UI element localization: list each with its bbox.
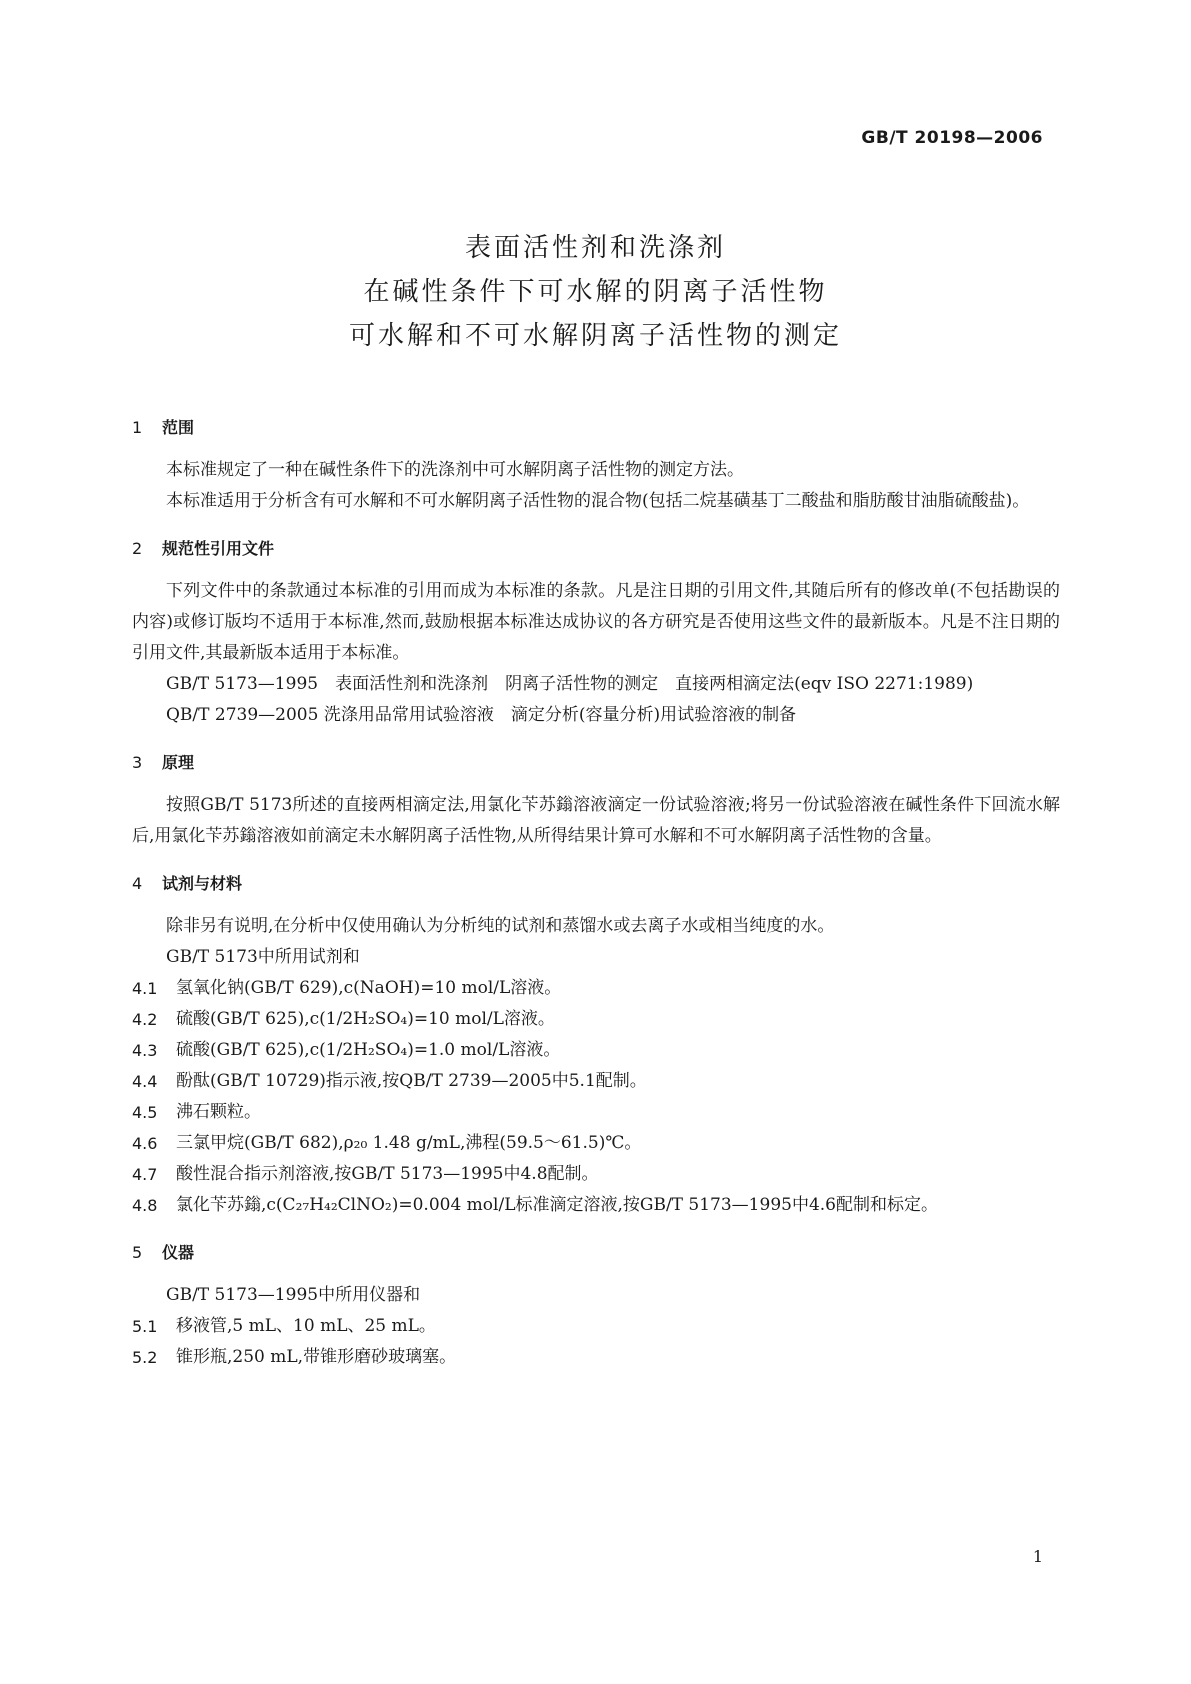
section-number: 4	[132, 874, 143, 893]
section-title: 原理	[162, 753, 195, 772]
section-title: 仪器	[162, 1243, 195, 1262]
section-number: 2	[132, 539, 143, 558]
list-item	[132, 1342, 1060, 1373]
section-heading-references	[132, 533, 1060, 564]
item-text: 沸石颗粒。	[176, 1102, 261, 1122]
paragraph: 按照GB/T 5173所述的直接两相滴定法,用氯化苄苏鎓溶液滴定一份试验溶液;将另一份试验溶液在碱性条件下回流水解后,用氯化苄苏鎓溶液如前滴定未水解阴离子活性物,从所得结果计算可水解和不可水解阴离子活性物的含量。	[132, 795, 1060, 846]
section-heading-principle	[132, 747, 1060, 778]
list-item	[132, 973, 1060, 1004]
list-item	[132, 1004, 1060, 1035]
item-number: 4.1	[132, 979, 158, 998]
list-item	[132, 1035, 1060, 1066]
paragraph: 本标准规定了一种在碱性条件下的洗涤剂中可水解阴离子活性物的测定方法。	[166, 460, 744, 480]
item-number: 4.6	[132, 1134, 158, 1153]
page-number: 1	[1032, 1547, 1043, 1566]
title-line-3: 可水解和不可水解阴离子活性物的测定	[348, 321, 842, 351]
standard-code: GB/T 20198—2006	[861, 128, 1043, 148]
section-heading-scope	[132, 412, 1060, 443]
item-number: 5.2	[132, 1348, 158, 1367]
list-item	[132, 1190, 1060, 1221]
document-body	[132, 412, 1060, 1373]
list-item	[132, 1066, 1060, 1097]
item-text: 锥形瓶,250 mL,带锥形磨砂玻璃塞。	[176, 1347, 457, 1367]
section-number: 3	[132, 753, 143, 772]
item-text: 硫酸(GB/T 625),c(1/2H₂SO₄)=1.0 mol/L溶液。	[176, 1040, 561, 1060]
paragraph: GB/T 5173—1995中所用仪器和	[166, 1285, 421, 1305]
section-title: 试剂与材料	[162, 874, 243, 893]
item-text: 移液管,5 mL、10 mL、25 mL。	[176, 1316, 436, 1336]
item-text: 硫酸(GB/T 625),c(1/2H₂SO₄)=10 mol/L溶液。	[176, 1009, 555, 1029]
list-item	[132, 1311, 1060, 1342]
item-number: 5.1	[132, 1317, 158, 1336]
section-heading-apparatus	[132, 1237, 1060, 1268]
list-item	[132, 1097, 1060, 1128]
item-text: 三氯甲烷(GB/T 682),ρ₂₀ 1.48 g/mL,沸程(59.5～61.5)℃。	[176, 1133, 642, 1153]
item-number: 4.3	[132, 1041, 158, 1060]
title-line-2: 在碱性条件下可水解的阴离子活性物	[363, 277, 828, 307]
document-title	[0, 226, 1191, 358]
reference-entry: QB/T 2739—2005 洗涤用品常用试验溶液 滴定分析(容量分析)用试验溶液的制备	[166, 705, 797, 725]
item-number: 4.2	[132, 1010, 158, 1029]
section-heading-reagents	[132, 868, 1060, 899]
item-number: 4.5	[132, 1103, 158, 1122]
paragraph: 本标准适用于分析含有可水解和不可水解阴离子活性物的混合物(包括二烷基磺基丁二酸盐和脂肪酸甘油脂硫酸盐)。	[166, 491, 1030, 511]
paragraph: GB/T 5173中所用试剂和	[166, 947, 360, 967]
section-number: 1	[132, 418, 143, 437]
item-text: 氢氧化钠(GB/T 629),c(NaOH)=10 mol/L溶液。	[176, 978, 562, 998]
paragraph: 下列文件中的条款通过本标准的引用而成为本标准的条款。凡是注日期的引用文件,其随后所有的修改单(不包括勘误的内容)或修订版均不适用于本标准,然而,鼓励根据本标准达成协议的各方研究是否使用这些文件的最新版本。凡是不注日期的引用文件,其最新版本适用于本标准。	[132, 581, 1060, 663]
section-number: 5	[132, 1243, 143, 1262]
list-item	[132, 1128, 1060, 1159]
item-number: 4.7	[132, 1165, 158, 1184]
item-text: 酸性混合指示剂溶液,按GB/T 5173—1995中4.8配制。	[176, 1164, 599, 1184]
item-text: 酚酞(GB/T 10729)指示液,按QB/T 2739—2005中5.1配制。	[176, 1071, 647, 1091]
item-text: 氯化苄苏鎓,c(C₂₇H₄₂ClNO₂)=0.004 mol/L标准滴定溶液,按GB/T 5173—1995中4.6配制和标定。	[176, 1195, 938, 1215]
reference-entry: GB/T 5173—1995 表面活性剂和洗涤剂 阴离子活性物的测定 直接两相滴定法(eqv ISO 2271:1989)	[166, 674, 974, 694]
item-number: 4.4	[132, 1072, 158, 1091]
list-item	[132, 1159, 1060, 1190]
title-line-1: 表面活性剂和洗涤剂	[464, 233, 726, 263]
section-title: 范围	[162, 418, 195, 437]
section-title: 规范性引用文件	[162, 539, 275, 558]
paragraph: 除非另有说明,在分析中仅使用确认为分析纯的试剂和蒸馏水或去离子水或相当纯度的水。	[166, 916, 835, 936]
item-number: 4.8	[132, 1196, 158, 1215]
